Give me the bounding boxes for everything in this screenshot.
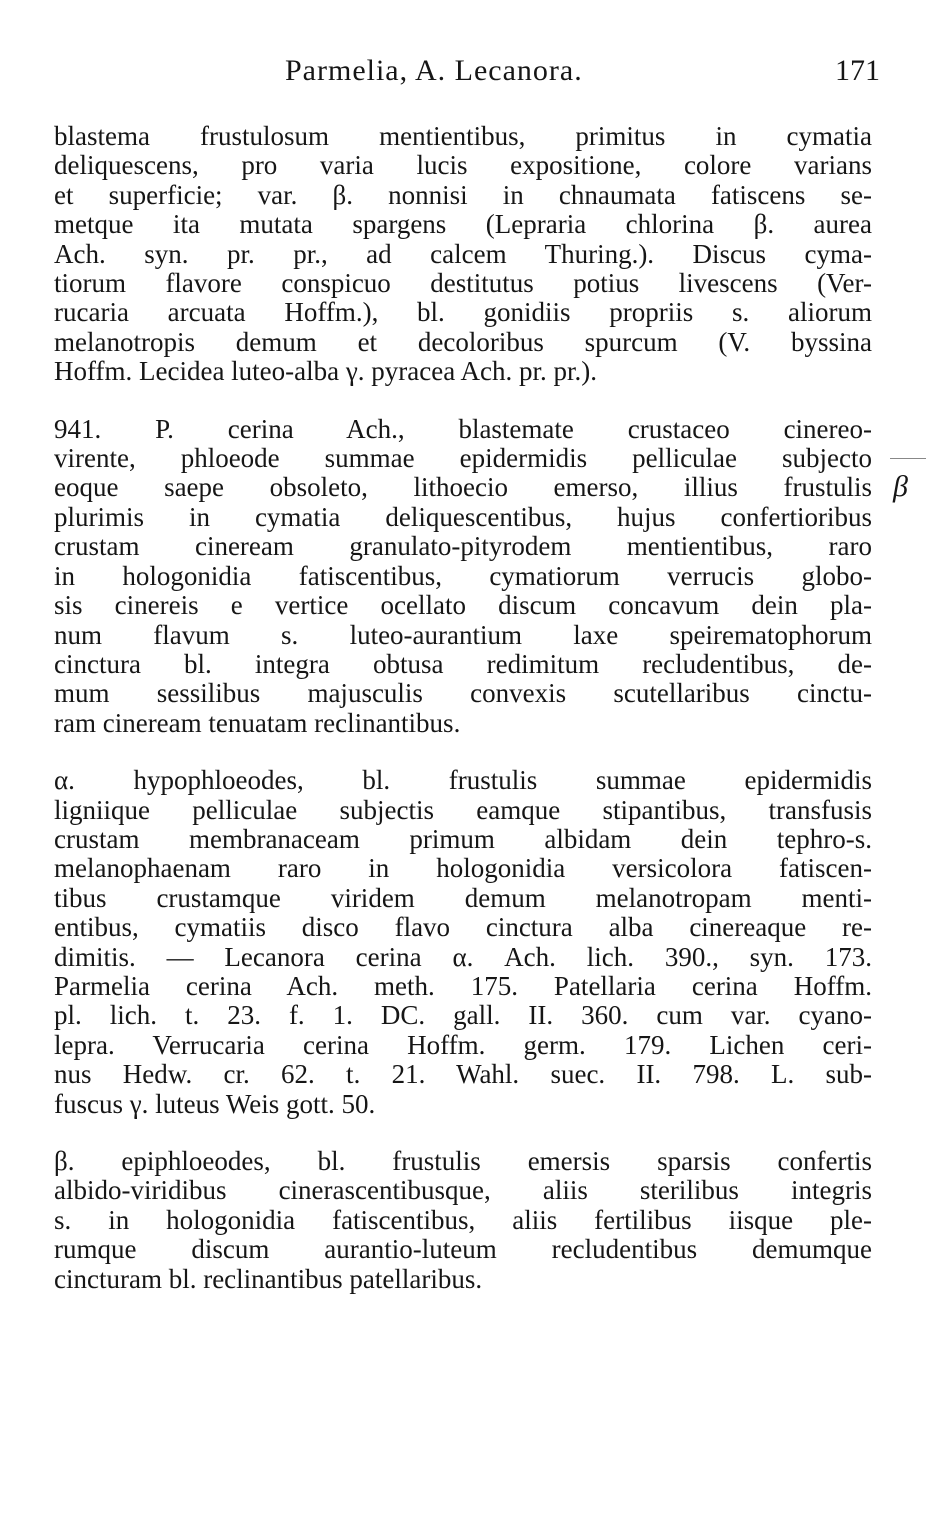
text-line: lepra. Verrucaria cerina Hoffm. germ. 179. Lichen ceri- <box>54 1029 872 1060</box>
text-line: crustam cineream granulato-pityrodem mentientibus, raro <box>54 531 872 562</box>
margin-note: β <box>893 470 908 503</box>
paragraph <box>54 415 872 738</box>
text-line: 941. P. cerina Ach., blastemate crustaceo cinereo- <box>54 413 872 444</box>
text-line: mum sessilibus majusculis convexis scutellaribus cinctu- <box>54 678 872 709</box>
text-line: α. hypophloeodes, bl. frustulis summae epidermidis <box>54 765 872 796</box>
paragraph-gap <box>54 387 872 415</box>
text-line: cinctura bl. integra obtusa redimitum recludentibus, de- <box>54 648 872 679</box>
text-line: deliquescens, pro varia lucis expositione, colore varians <box>54 150 872 181</box>
text-line: rucaria arcuata Hoffm.), bl. gonidiis propriis s. aliorum <box>54 297 872 328</box>
text-line: Parmelia cerina Ach. meth. 175. Patellaria cerina Hoffm. <box>54 970 872 1001</box>
text-line: Ach. syn. pr. pr., ad calcem Thuring.). Discus cyma- <box>54 238 872 269</box>
margin-rule <box>890 458 926 459</box>
paragraph <box>54 766 872 1119</box>
text-line: virente, phloeode summae epidermidis pelliculae subjecto <box>54 443 872 474</box>
text-line: pl. lich. t. 23. f. 1. DC. gall. II. 360. cum var. cyano- <box>54 1000 872 1031</box>
text-line: fuscus γ. luteus Weis gott. 50. <box>54 1088 376 1119</box>
paragraph <box>54 122 872 387</box>
text-line: nus Hedw. cr. 62. t. 21. Wahl. suec. II. 798. L. sub- <box>54 1059 872 1090</box>
running-title: Parmelia, A. Lecanora. <box>285 54 583 87</box>
text-line: crustam membranaceam primum albidam dein tephro-s. <box>54 823 872 854</box>
paragraph-gap <box>54 738 872 766</box>
text-line: albido-viridibus cinerascentibusque, aliis sterilibus integris <box>54 1175 872 1206</box>
text-line: melanotropis demum et decoloribus spurcum (V. byssina <box>54 326 872 357</box>
text-line: sis cinereis e vertice ocellato discum concavum dein pla- <box>54 590 872 621</box>
text-line: ram cineream tenuatam reclinantibus. <box>54 707 461 738</box>
text-line: entibus, cymatiis disco flavo cinctura alba cinereaque re- <box>54 912 872 943</box>
text-line: rumque discum aurantio-luteum recludentibus demumque <box>54 1234 872 1265</box>
page-number: 171 <box>835 54 880 87</box>
text-line: in hologonidia fatiscentibus, cymatiorum verrucis globo- <box>54 560 872 591</box>
text-line: dimitis. — Lecanora cerina α. Ach. lich. 390., syn. 173. <box>54 941 872 972</box>
text-line: plurimis in cymatia deliquescentibus, hujus confertioribus <box>54 501 872 532</box>
text-line: tiorum flavore conspicuo destitutus potius livescens (Ver- <box>54 268 872 299</box>
paragraph <box>54 1147 872 1294</box>
running-head <box>250 54 880 94</box>
text-line: tibus crustamque viridem demum melanotropam menti- <box>54 882 872 913</box>
paragraph-gap <box>54 1119 872 1147</box>
text-line: blastema frustulosum mentientibus, primitus in cymatia <box>54 121 872 151</box>
text-line: num flavum s. luteo-aurantium laxe speirematophorum <box>54 619 872 650</box>
text-line: metque ita mutata spargens (Lepraria chlorina β. aurea <box>54 209 872 240</box>
text-line: β. epiphloeodes, bl. frustulis emersis sparsis confertis <box>54 1146 872 1176</box>
text-line: Hoffm. Lecidea luteo-alba γ. pyracea Ach. pr. pr.). <box>54 356 597 387</box>
text-line: et superficie; var. β. nonnisi in chnaumata fatiscens se- <box>54 179 872 210</box>
page-body <box>54 122 872 1294</box>
text-line: s. in hologonidia fatiscentibus, aliis fertilibus iisque ple- <box>54 1204 872 1235</box>
text-line: ligniique pelliculae subjectis eamque stipantibus, transfusis <box>54 794 872 825</box>
text-line: melanophaenam raro in hologonidia versicolora fatiscen- <box>54 853 872 884</box>
text-line: eoque saepe obsoleto, lithoecio emerso, illius frustulis <box>54 472 872 503</box>
text-line: cincturam bl. reclinantibus patellaribus. <box>54 1263 483 1294</box>
